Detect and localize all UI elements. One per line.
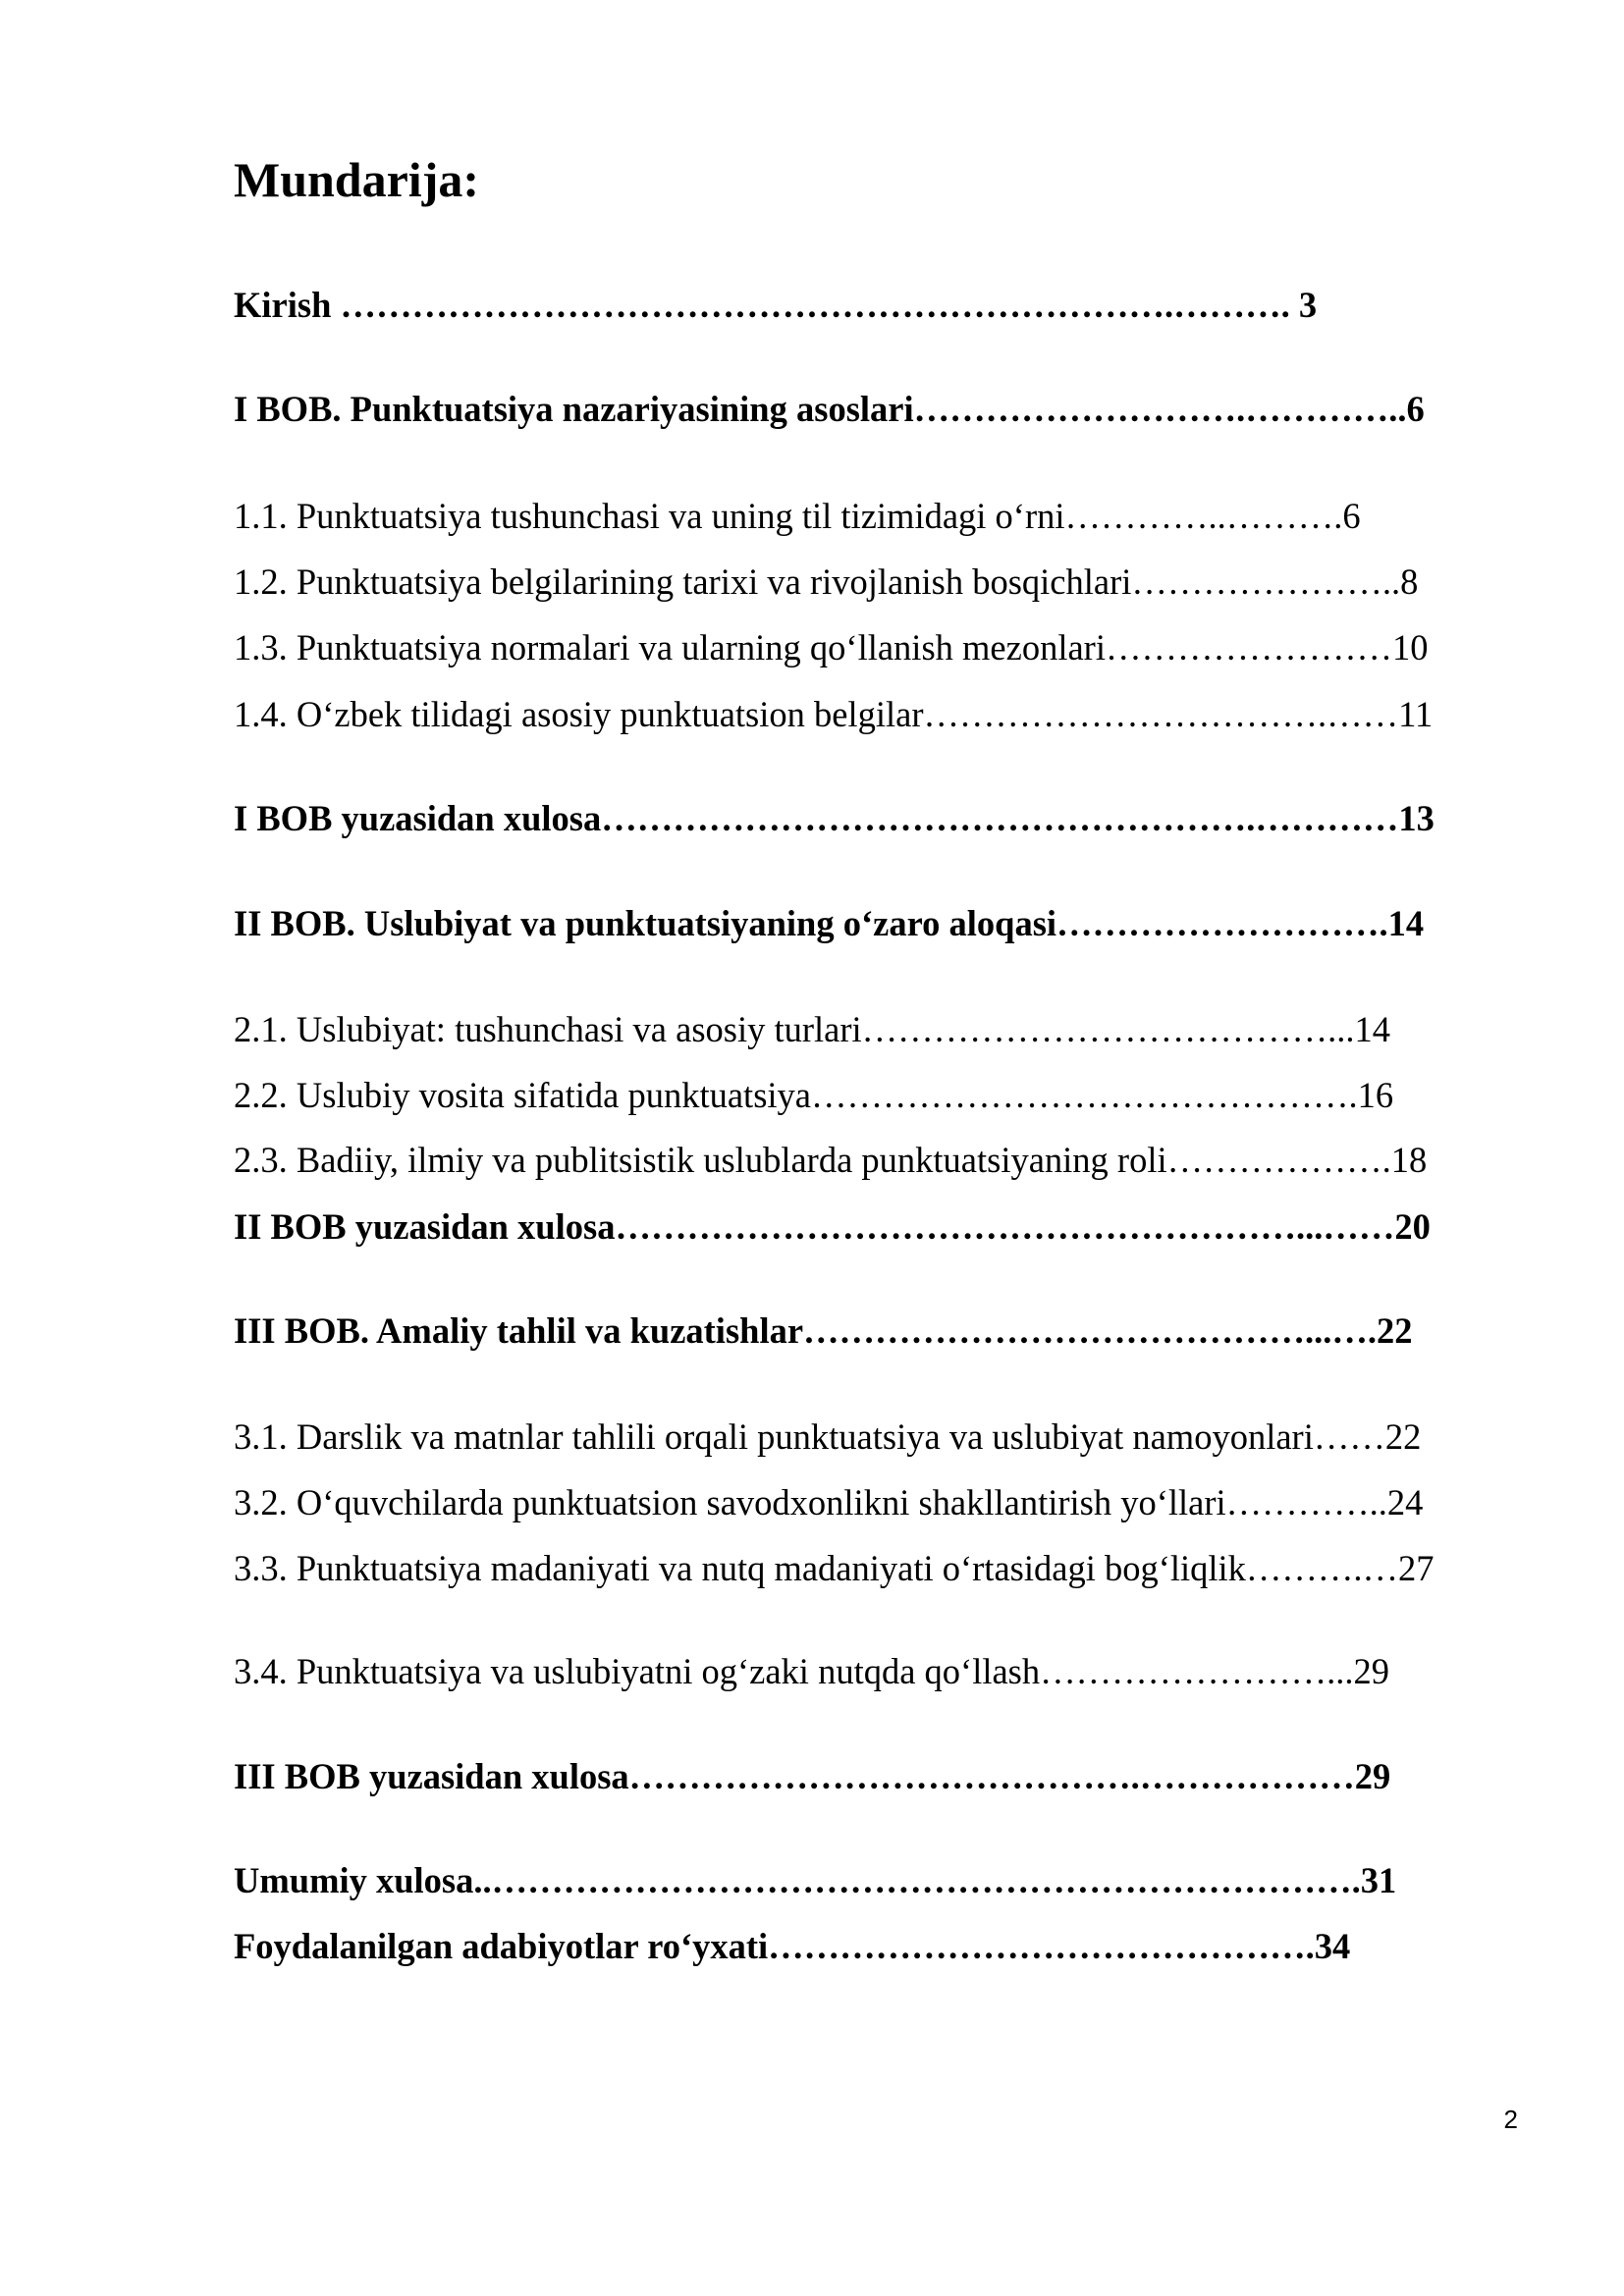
toc-entry-chapter-2: II BOB. Uslubiyat va punktuatsiyaning o‘zaro aloqasi……………………….14 xyxy=(234,903,1425,943)
toc-entry-chapter-2-conclusion: II BOB yuzasidan xulosa…………………………………………………...……20 xyxy=(234,1206,1431,1247)
toc-entry-3-1: 3.1. Darslik va matnlar tahlili orqali punktuatsiya va uslubiyat namoyonlari……22 xyxy=(234,1416,1422,1457)
toc-entry-general-conclusion: Umumiy xulosa..……………………………………………………………….31 xyxy=(234,1860,1397,1900)
toc-entry-1-3: 1.3. Punktuatsiya normalari va ularning qo‘llanish mezonlari……………………10 xyxy=(234,627,1429,667)
toc-entry-1-1: 1.1. Punktuatsiya tushunchasi va uning til tizimidagi o‘rni…………..……….6 xyxy=(234,496,1361,536)
toc-entry-2-1: 2.1. Uslubiyat: tushunchasi va asosiy turlari…………………………………...14 xyxy=(234,1009,1391,1049)
page-number: 2 xyxy=(1503,2105,1518,2134)
toc-entry-2-2: 2.2. Uslubiy vosita sifatida punktuatsiya……………………………………….16 xyxy=(234,1075,1394,1115)
toc-heading: Mundarija: xyxy=(234,152,479,207)
toc-entry-3-2: 3.2. O‘quvchilarda punktuatsion savodxonlikni shakllantirish yo‘llari…………..24 xyxy=(234,1482,1424,1522)
toc-entry-3-3: 3.3. Punktuatsiya madaniyati va nutq madaniyati o‘rtasidagi bog‘liqlik……….…27 xyxy=(234,1548,1435,1588)
toc-entry-chapter-3-conclusion: III BOB yuzasidan xulosa…………………………………….………………29 xyxy=(234,1756,1391,1796)
toc-entry-references: Foydalanilgan adabiyotlar ro‘yxati……………………………………….34 xyxy=(234,1926,1351,1966)
toc-entry-1-2: 1.2. Punktuatsiya belgilarining tarixi va rivojlanish bosqichlari…………………..8 xyxy=(234,561,1419,602)
toc-entry-2-3: 2.3. Badiiy, ilmiy va publitsistik uslublarda punktuatsiyaning roli……………….18 xyxy=(234,1140,1428,1180)
toc-entry-chapter-1: I BOB. Punktuatsiya nazariyasining asoslari……………………….…………..6 xyxy=(234,389,1425,429)
toc-entry-chapter-1-conclusion: I BOB yuzasidan xulosa……………………………………………….…………13 xyxy=(234,798,1435,838)
toc-entry-kirish: Kirish …………………………………………………………….………. 3 xyxy=(234,285,1318,325)
toc-entry-chapter-3: III BOB. Amaliy tahlil va kuzatishlar……………………………………...….22 xyxy=(234,1310,1413,1351)
toc-entry-1-4: 1.4. O‘zbek tilidagi asosiy punktuatsion belgilar…………………………….……11 xyxy=(234,694,1434,734)
toc-entry-3-4: 3.4. Punktuatsiya va uslubiyatni og‘zaki nutqda qo‘llash……………………...29 xyxy=(234,1651,1390,1691)
